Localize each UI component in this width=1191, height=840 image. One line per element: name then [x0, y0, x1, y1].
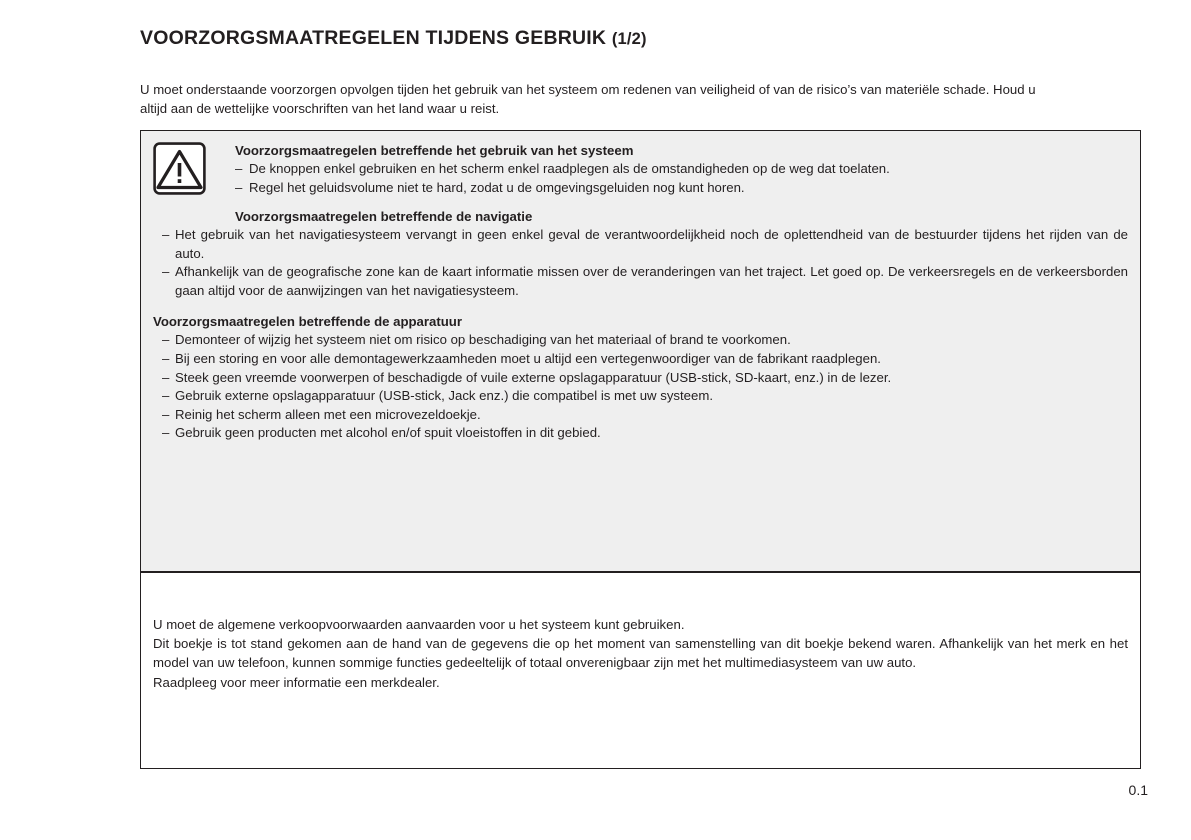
list-item: [153, 350, 1128, 369]
navigation-precautions-heading: Voorzorgsmaatregelen betreffende de navigatie: [235, 209, 533, 224]
list-item: [153, 424, 1128, 443]
bullet-dash: –: [162, 406, 170, 422]
list-item-text: Gebruik geen producten met alcohol en/of spuit vloeistoffen in dit gebied.: [175, 425, 601, 441]
terms-paragraph: Dit boekje is tot stand gekomen aan de hand van de gegevens die op het moment van samenstelling van dit boekje bekend waren. Afhankelijk van het merk en het model van uw telefoon, kunnen sommige functies gedeeltelijk of totaal onverenigbaar zijn met het multimediasysteem van uw auto.: [153, 636, 1128, 671]
terms-paragraph: U moet de algemene verkoopvoorwaarden aanvaarden voor u het systeem kunt gebruiken.: [153, 617, 685, 632]
system-precautions-section: [235, 141, 1128, 197]
system-precautions-item: [235, 179, 1128, 198]
page-number: 0.1: [1128, 782, 1148, 798]
terms-box: [140, 572, 1141, 769]
system-precautions-item-text: Regel het geluidsvolume niet te hard, zodat u de omgevingsgeluiden nog kunt horen.: [249, 179, 745, 195]
list-item-text: Reinig het scherm alleen met een microvezeldoekje.: [175, 406, 481, 422]
bullet-dash: –: [162, 369, 170, 385]
bullet-dash: –: [162, 264, 170, 280]
equipment-precautions-heading: Voorzorgsmaatregelen betreffende de apparatuur: [153, 314, 462, 330]
list-item-text: Bij een storing en voor alle demontagewerkzaamheden moet u altijd een vertegenwoordiger van de fabrikant raadplegen.: [175, 350, 881, 366]
list-item: [153, 226, 1128, 263]
system-precautions-heading: Voorzorgsmaatregelen betreffende het gebruik van het systeem: [235, 143, 634, 158]
equipment-precautions-section: [153, 313, 1128, 443]
list-item: [153, 406, 1128, 425]
page-title-pagination: (1/2): [611, 30, 647, 48]
system-precautions-item: [235, 160, 1128, 179]
page-title-main: VOORZORGSMAATREGELEN TIJDENS GEBRUIK: [140, 27, 607, 49]
list-item: [153, 263, 1128, 300]
list-item-text: Afhankelijk van de geografische zone kan de kaart informatie missen over de veranderingen van het traject. Let goed op. De verkeersregels en de verkeersborden gaan altijd voor de aanwijzingen van het navigatiesysteem.: [175, 264, 1128, 298]
page-title: [140, 27, 647, 50]
bullet-dash: –: [235, 179, 243, 195]
precautions-box: [140, 130, 1141, 572]
bullet-dash: –: [162, 227, 170, 242]
equipment-precautions-list: [153, 331, 1128, 443]
list-item-text: Demonteer of wijzig het systeem niet om risico op beschadiging van het materiaal of brand te voorkomen.: [175, 332, 791, 348]
list-item-text: Het gebruik van het navigatiesysteem vervangt in geen enkel geval de verantwoordelijkheid noch de oplettendheid van de bestuurder tijdens het rijden van de auto.: [175, 227, 1128, 261]
list-item: [153, 331, 1128, 350]
intro-paragraph: U moet onderstaande voorzorgen opvolgen tijden het gebruik van het systeem om redenen van veiligheid of van de risico’s van materiële schade. Houd u altijd aan de wettelijke voorschriften van het land waar u reist.: [140, 82, 1036, 116]
bullet-dash: –: [162, 425, 170, 441]
system-precautions-item-text: De knoppen enkel gebruiken en het scherm enkel raadplegen als de omstandigheden op de weg dat toelaten.: [249, 161, 890, 176]
bullet-dash: –: [162, 388, 170, 404]
bullet-dash: –: [235, 161, 243, 176]
terms-paragraph: Raadpleeg voor meer informatie een merkdealer.: [153, 674, 440, 690]
bullet-dash: –: [162, 350, 170, 366]
navigation-precautions-section: [153, 208, 1128, 300]
list-item: [153, 387, 1128, 406]
list-item: [153, 369, 1128, 388]
navigation-precautions-list: [153, 226, 1128, 300]
list-item-text: Gebruik externe opslagapparatuur (USB-stick, Jack enz.) die compatibel is met uw systeem.: [175, 388, 713, 404]
bullet-dash: –: [162, 332, 170, 348]
warning-triangle-icon: [153, 142, 206, 195]
list-item-text: Steek geen vreemde voorwerpen of beschadigde of vuile externe opslagapparatuur (USB-stick, SD-kaart, enz.) in de lezer.: [175, 369, 892, 385]
